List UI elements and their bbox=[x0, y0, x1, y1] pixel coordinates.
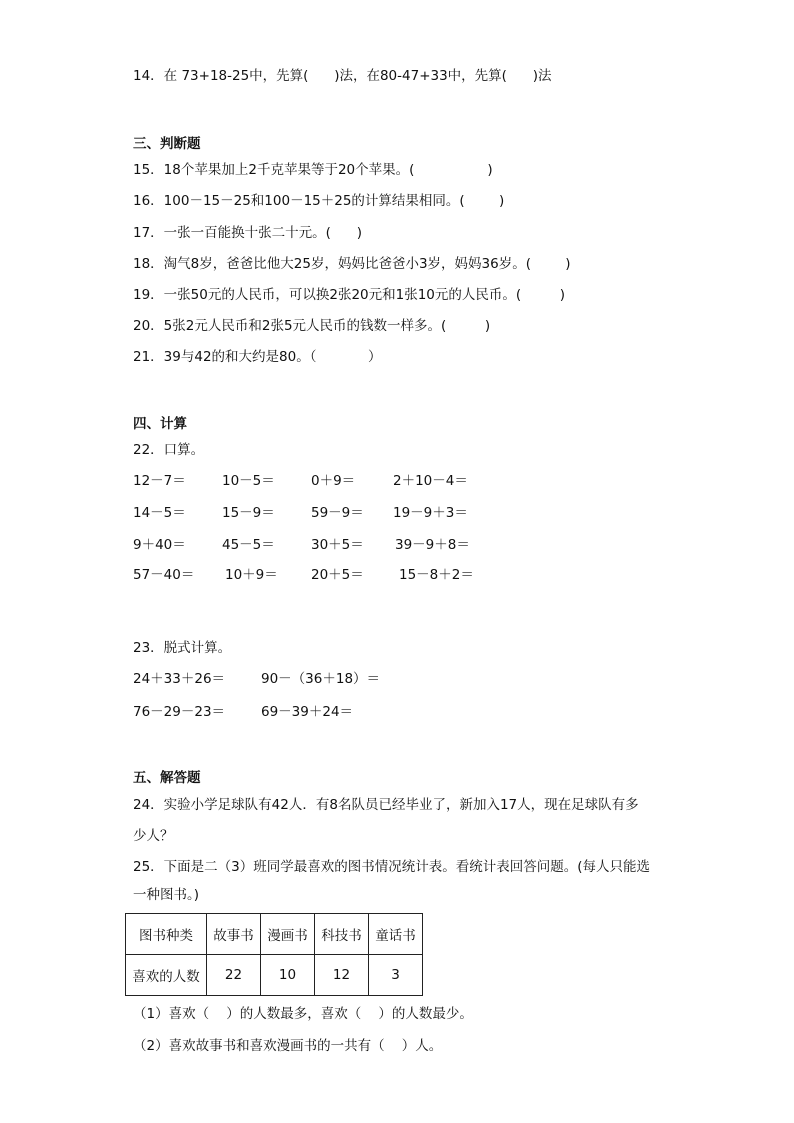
section-5-title: 五、解答题 bbox=[133, 770, 201, 786]
oral-calc-item: 59－9＝ bbox=[311, 505, 364, 521]
oral-calc-item: 20＋5＝ bbox=[311, 567, 364, 583]
table-header-row bbox=[126, 914, 423, 955]
table-row-label: 喜欢的人数 bbox=[126, 955, 207, 996]
oral-calc-item: 15－9＝ bbox=[222, 505, 275, 521]
question-18: 18．淘气8岁，爸爸比他大25岁，妈妈比爸爸小3岁，妈妈36岁。( ) bbox=[133, 256, 571, 272]
question-14: 14．在 73+18-25中，先算( )法，在80-47+33中，先算( )法 bbox=[133, 68, 552, 84]
question-25-line-1: 25．下面是二（3）班同学最喜欢的图书情况统计表。看统计表回答问题。(每人只能选 bbox=[133, 859, 651, 875]
table-header-cell: 故事书 bbox=[207, 914, 261, 955]
oral-calc-item: 14－5＝ bbox=[133, 505, 186, 521]
question-24-line-1: 24．实验小学足球队有42人．有8名队员已经毕业了，新加入17人，现在足球队有多 bbox=[133, 797, 639, 813]
written-calc-item: 24＋33＋26＝ bbox=[133, 671, 226, 687]
oral-calc-item: 39－9＋8＝ bbox=[395, 537, 470, 553]
written-calc-item: 76－29－23＝ bbox=[133, 704, 226, 720]
question-24-line-2: 少人？ bbox=[133, 828, 174, 844]
question-25-sub-1: （1）喜欢（ ）的人数最多，喜欢（ ）的人数最少。 bbox=[133, 1006, 473, 1022]
question-22-label: 22．口算。 bbox=[133, 442, 205, 458]
question-25-sub-2: （2）喜欢故事书和喜欢漫画书的一共有（ ）人。 bbox=[133, 1038, 443, 1054]
written-calc-item: 90－（36＋18）＝ bbox=[261, 671, 381, 687]
oral-calc-item: 57－40＝ bbox=[133, 567, 195, 583]
oral-calc-item: 0＋9＝ bbox=[311, 473, 356, 489]
oral-calc-item: 19－9＋3＝ bbox=[393, 505, 468, 521]
oral-calc-item: 10－5＝ bbox=[222, 473, 275, 489]
oral-calc-item: 45－5＝ bbox=[222, 537, 275, 553]
oral-calc-item: 12－7＝ bbox=[133, 473, 186, 489]
oral-calc-item: 30＋5＝ bbox=[311, 537, 364, 553]
table-cell: 22 bbox=[207, 955, 261, 996]
question-19: 19．一张50元的人民币，可以换2张20元和1张10元的人民币。( ) bbox=[133, 287, 566, 303]
table-cell: 3 bbox=[369, 955, 423, 996]
oral-calc-item: 9＋40＝ bbox=[133, 537, 186, 553]
question-15: 15．18个苹果加上2千克苹果等于20个苹果。( ) bbox=[133, 162, 493, 178]
book-preference-table bbox=[125, 913, 423, 996]
table-row bbox=[126, 955, 423, 996]
table-header-cell: 图书种类 bbox=[126, 914, 207, 955]
question-21: 21．39与42的和大约是80。（ ） bbox=[133, 349, 382, 365]
table-header-cell: 漫画书 bbox=[261, 914, 315, 955]
table-header-cell: 童话书 bbox=[369, 914, 423, 955]
question-23-label: 23．脱式计算。 bbox=[133, 640, 232, 656]
written-calc-item: 69－39＋24＝ bbox=[261, 704, 354, 720]
table-cell: 12 bbox=[315, 955, 369, 996]
section-3-title: 三、判断题 bbox=[133, 136, 201, 152]
oral-calc-item: 2＋10－4＝ bbox=[393, 473, 468, 489]
question-25-line-2: 一种图书。) bbox=[133, 887, 200, 903]
oral-calc-item: 10＋9＝ bbox=[225, 567, 278, 583]
oral-calc-item: 15－8＋2＝ bbox=[399, 567, 474, 583]
table-header-cell: 科技书 bbox=[315, 914, 369, 955]
question-17: 17．一张一百能换十张二十元。( ) bbox=[133, 225, 362, 241]
question-16: 16．100－15－25和100－15＋25的计算结果相同。( ) bbox=[133, 193, 505, 209]
question-20: 20．5张2元人民币和2张5元人民币的钱数一样多。( ) bbox=[133, 318, 491, 334]
section-4-title: 四、计算 bbox=[133, 416, 187, 432]
table-cell: 10 bbox=[261, 955, 315, 996]
